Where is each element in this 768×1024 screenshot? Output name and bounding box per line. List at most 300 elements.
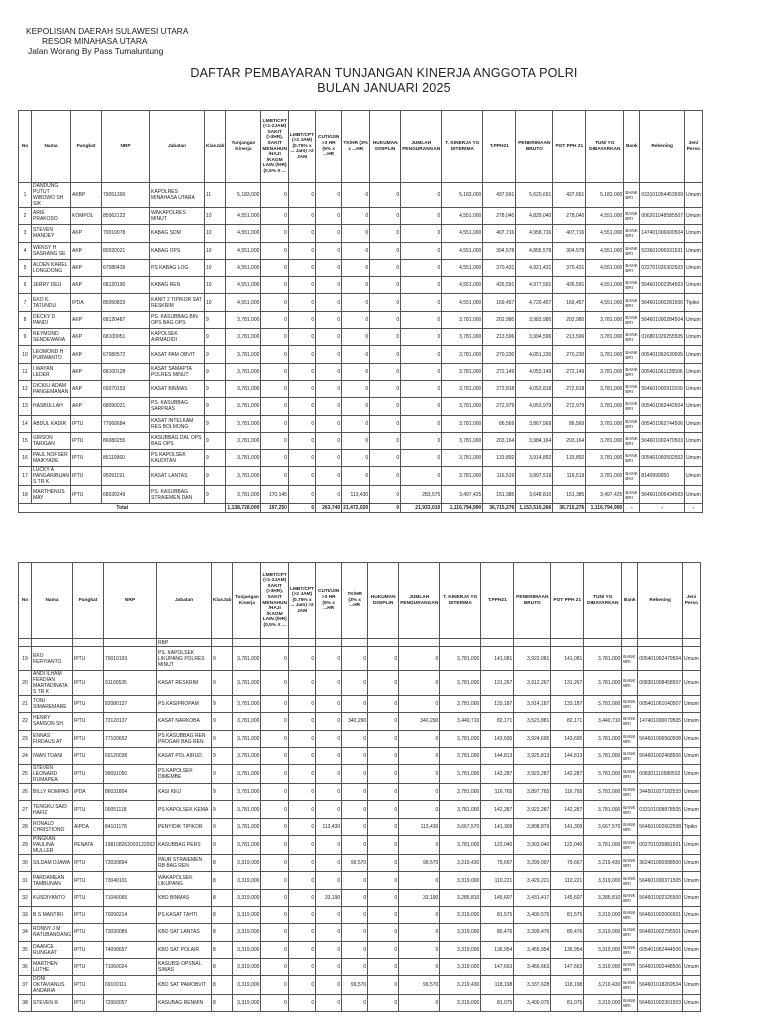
cell-potongan-lmbt-2: 0 <box>288 765 315 784</box>
cell-bank: BANK BRI <box>622 836 638 855</box>
cell-hukuman-disiplin: 0 <box>368 784 399 801</box>
cell-penerimaan-bruto: 3,914,187 <box>514 696 551 713</box>
cell-klasjab: 10 <box>205 242 226 259</box>
cell-potongan-lmbt-1: 0 <box>261 467 289 486</box>
cell-pot-pph21: 136,954 <box>551 941 584 958</box>
cell-jumlah-pengurangan: 0 <box>399 924 440 941</box>
cell-tkinerja-diterima: 3,219,430 <box>440 976 481 995</box>
total-pot-pph21: 36,715,276 <box>553 503 586 512</box>
cell-no: 11 <box>19 363 32 380</box>
cell-penerimaan-bruto: 4,053,979 <box>516 398 553 415</box>
cell-tun-dibayarkan: 3,781,000 <box>586 329 624 346</box>
column-header-potongan-lmbt-2: LMBT/CPT (>2 JAM) (0.75% x ... Jam) >2 JAM <box>288 563 315 639</box>
cell-jabatan: KASUBBAG PERS <box>157 836 212 855</box>
cell-potongan-lmbt-2: 0 <box>288 872 315 889</box>
cell-pot-pph21: 272,818 <box>553 380 586 397</box>
cell-hukuman-disiplin: 0 <box>368 995 399 1012</box>
cell-hukuman-disiplin: 0 <box>370 294 401 311</box>
cell-potongan-cuti: 0 <box>316 329 342 346</box>
cell-nama: DONI OKTAVIANUS ANDARIA <box>32 976 73 995</box>
column-header-potongan-tk: TK/HR (3% x ...HR <box>342 111 370 183</box>
cell-tun-dibayarkan: 3,781,000 <box>584 647 622 671</box>
cell-tpph21: 133,187 <box>481 696 514 713</box>
cell-potongan-cuti: 0 <box>316 713 342 730</box>
total-potongan-cuti: 263,740 <box>316 503 342 512</box>
cell-potongan-cuti: 0 <box>316 872 342 889</box>
cell-potongan-tk: 0 <box>342 208 370 225</box>
cell-pot-pph21: 86,569 <box>553 415 586 432</box>
cell-nrp: 74090657 <box>103 941 156 958</box>
cell-tkinerja-diterima: 3,781,000 <box>440 696 481 713</box>
cell-tunjangan-kinerja: 4,551,000 <box>226 225 261 242</box>
cell-penerimaan-bruto: 4,958,716 <box>516 225 553 242</box>
cell-potongan-tk: 0 <box>342 467 370 486</box>
cell-jumlah-pengurangan: 99,570 <box>399 855 440 872</box>
cell-no: 5 <box>19 259 32 276</box>
cell-jenis-personel: Umum <box>685 432 703 449</box>
cell-hukuman-disiplin <box>368 639 399 647</box>
cell-tpph21: 213,596 <box>483 329 516 346</box>
cell-nama: ANDI ILHAM FERDIAN MARTADINATA S TR K <box>32 671 73 696</box>
cell-potongan-lmbt-2: 0 <box>288 311 315 328</box>
table-row <box>19 259 703 276</box>
table-row <box>19 836 701 855</box>
column-header-jumlah-pengurangan: JUMLAH PENGURANGAN <box>401 111 442 183</box>
cell-jenis-personel: Umum <box>683 958 701 975</box>
cell-pot-pph21: 79,667 <box>551 855 584 872</box>
cell-potongan-lmbt-2 <box>288 639 315 647</box>
cell-jabatan: PAUR STRAIEMEN RB BAG REN <box>157 855 212 872</box>
cell-no: 23 <box>19 730 32 747</box>
cell-pangkat: AKP <box>71 329 102 346</box>
cell-potongan-lmbt-2: 0 <box>288 889 315 906</box>
cell-potongan-lmbt-1: 0 <box>261 889 289 906</box>
cell-potongan-tk: 0 <box>342 671 368 696</box>
cell-tun-dibayarkan: 4,551,000 <box>586 259 624 276</box>
cell-tpph21: 272,979 <box>483 398 516 415</box>
cell-tkinerja-diterima: 3,781,000 <box>442 432 483 449</box>
cell-tun-dibayarkan: 3,781,000 <box>584 730 622 747</box>
cell-potongan-lmbt-1: 170,145 <box>261 486 289 503</box>
cell-jenis-personel: Umum <box>683 906 701 923</box>
column-header-tunjangan-kinerja: Tunjangan Kinerja <box>226 111 261 183</box>
cell-nama: ENNAS FIRDAUS AT <box>32 730 73 747</box>
cell-pot-pph21: 213,596 <box>553 329 586 346</box>
cell-klasjab: 9 <box>212 784 233 801</box>
cell-tkinerja-diterima: 3,781,000 <box>442 398 483 415</box>
cell-potongan-tk: 0 <box>342 906 368 923</box>
cell-jabatan: PS KAPOLSEK KAUDITAN <box>150 450 205 467</box>
cell-jabatan: WAKAPOLSEK LIKUPANG <box>157 872 212 889</box>
column-header-klasjab: KlasJab <box>212 563 233 639</box>
cell-rekening: 564601000371505 <box>638 872 683 889</box>
cell-jenis-personel: Umum <box>683 647 701 671</box>
cell-nama: RONALD CHRISTIONO <box>32 818 73 835</box>
cell-penerimaan-bruto: 4,921,431 <box>516 259 553 276</box>
cell-tunjangan-kinerja: 3,319,000 <box>233 976 261 995</box>
table-row <box>19 730 701 747</box>
cell-tunjangan-kinerja: 3,319,000 <box>233 995 261 1012</box>
cell-klasjab: 9 <box>205 311 226 328</box>
cell-tpph21: 426,591 <box>483 277 516 294</box>
cell-potongan-tk: 0 <box>342 294 370 311</box>
cell-tun-dibayarkan: 4,551,000 <box>586 208 624 225</box>
cell-potongan-tk: 99,570 <box>342 976 368 995</box>
cell-tpph21: 144,813 <box>481 747 514 764</box>
cell-potongan-lmbt-2: 0 <box>288 380 315 397</box>
cell-no: 10 <box>19 346 32 363</box>
cell-rekening: 564601002354503 <box>640 277 685 294</box>
cell-penerimaan-bruto: 3,337,628 <box>514 976 551 995</box>
cell-tunjangan-kinerja: 3,781,000 <box>233 713 261 730</box>
cell-rekening: 564601002795501 <box>638 924 683 941</box>
cell-tkinerja-diterima: 3,497,425 <box>442 486 483 503</box>
cell-tunjangan-kinerja: 3,781,000 <box>226 346 261 363</box>
cell-bank: BANK BRI <box>624 183 640 208</box>
cell-no: 15 <box>19 432 32 449</box>
cell-nama: HASBULLAH <box>32 398 71 415</box>
cell-potongan-tk: 340,290 <box>342 713 368 730</box>
cell-jabatan: PS KASUBBAG REN PROGAR BAG REN <box>157 730 212 747</box>
cell-nrp: 77100652 <box>103 730 156 747</box>
cell-jumlah-pengurangan: 0 <box>401 467 442 486</box>
cell-nrp <box>103 639 156 647</box>
cell-tpph21: 141,081 <box>481 647 514 671</box>
cell-potongan-lmbt-1: 0 <box>261 784 289 801</box>
cell-tunjangan-kinerja: 4,551,000 <box>226 242 261 259</box>
column-header-penerimaan-bruto: PENERIMAAN BRUTO <box>516 111 553 183</box>
cell-no: 19 <box>19 647 32 671</box>
table-row <box>19 415 703 432</box>
cell-jumlah-pengurangan: 0 <box>401 208 442 225</box>
cell-jenis-personel: Umum <box>685 183 703 208</box>
cell-potongan-tk: 0 <box>342 765 368 784</box>
cell-pangkat: IPTU <box>72 995 103 1012</box>
cell-no: 9 <box>19 329 32 346</box>
cell-bank: BANK BRI <box>624 486 640 503</box>
cell-potongan-cuti: 0 <box>316 784 342 801</box>
cell-hukuman-disiplin: 0 <box>368 730 399 747</box>
cell-jumlah-pengurangan: 0 <box>401 329 442 346</box>
cell-jabatan: KABAG REN <box>150 277 205 294</box>
cell-bank: BANK BRI <box>624 380 640 397</box>
document-title: DAFTAR PEMBAYARAN TUNJANGAN KINERJA ANGGOTA POLRI <box>190 66 578 80</box>
cell-tkinerja-diterima: 4,551,000 <box>442 294 483 311</box>
cell-potongan-lmbt-2: 0 <box>288 398 315 415</box>
cell-no: 12 <box>19 380 32 397</box>
cell-potongan-lmbt-2: 0 <box>288 836 315 855</box>
cell-jabatan: KBO SAT POLAIR <box>157 941 212 958</box>
cell-penerimaan-bruto: 3,984,164 <box>516 432 553 449</box>
cell-pangkat: IPTU <box>72 730 103 747</box>
cell-jenis-personel: Umum <box>685 415 703 432</box>
cell-nrp: 68090021 <box>102 398 150 415</box>
cell-tkinerja-diterima: 4,551,000 <box>442 277 483 294</box>
cell-pangkat: AKP <box>71 398 102 415</box>
document-subtitle: BULAN JANUARI 2025 <box>317 81 451 95</box>
cell-jumlah-pengurangan: 0 <box>399 696 440 713</box>
cell-klasjab: 8 <box>212 958 233 975</box>
table-row <box>19 995 701 1012</box>
cell-penerimaan-bruto: 4,977,591 <box>516 277 553 294</box>
total-potongan-lmbt-1: 197,250 <box>261 503 289 512</box>
cell-potongan-cuti: 0 <box>316 855 342 872</box>
cell-tunjangan-kinerja: 3,781,000 <box>226 329 261 346</box>
cell-tkinerja-diterima: 3,319,000 <box>440 995 481 1012</box>
cell-tun-dibayarkan: 3,319,000 <box>584 958 622 975</box>
cell-potongan-tk <box>342 639 368 647</box>
payroll-table-2 <box>18 562 701 1012</box>
cell-tkinerja-diterima: 3,781,000 <box>440 671 481 696</box>
cell-bank: BANK BRI <box>624 363 640 380</box>
cell-potongan-lmbt-1: 0 <box>261 906 289 923</box>
cell-potongan-lmbt-1: 0 <box>261 995 289 1012</box>
column-header-potongan-cuti: CUTI/IJIN >3 HR (5% x ...HR <box>316 563 342 639</box>
cell-bank: BANK BRI <box>622 941 638 958</box>
cell-jenis-personel: Umum <box>683 889 701 906</box>
cell-potongan-lmbt-2: 0 <box>288 183 315 208</box>
cell-potongan-lmbt-2: 0 <box>288 924 315 941</box>
cell-bank: BANK BRI <box>624 294 640 311</box>
cell-klasjab: 9 <box>205 380 226 397</box>
cell-nrp: 68120190 <box>102 277 150 294</box>
table-row <box>19 277 703 294</box>
cell-bank: BANK BRI <box>622 958 638 975</box>
total-tunjangan-kinerja: 1,138,728,000 <box>227 504 260 511</box>
cell-no: 32 <box>19 889 32 906</box>
cell-hukuman-disiplin: 0 <box>368 924 399 941</box>
cell-rekening: 033101008878505 <box>638 801 683 818</box>
table-row <box>19 432 703 449</box>
cell-potongan-lmbt-2: 0 <box>288 906 315 923</box>
table-row <box>19 398 703 415</box>
cell-potongan-lmbt-1: 0 <box>261 259 289 276</box>
cell-jumlah-pengurangan: 0 <box>401 380 442 397</box>
cell-no: 4 <box>19 242 32 259</box>
cell-potongan-cuti: 0 <box>316 277 342 294</box>
table-row <box>19 958 701 975</box>
cell-tkinerja-diterima: 3,781,000 <box>440 836 481 855</box>
org-line-2: RESOR MINAHASA UTARA <box>42 36 148 46</box>
cell-nama: SILDAM DJAWA <box>32 855 73 872</box>
cell-potongan-lmbt-2: 0 <box>288 995 315 1012</box>
cell-hukuman-disiplin: 0 <box>370 432 401 449</box>
cell-pot-pph21: 110,221 <box>551 872 584 889</box>
cell-potongan-lmbt-2: 0 <box>288 329 315 346</box>
cell-potongan-cuti: 33,190 <box>316 889 342 906</box>
cell-pangkat: AKP <box>71 311 102 328</box>
cell-no: 18 <box>19 486 32 503</box>
cell-pangkat: IPTU <box>72 941 103 958</box>
cell-nama: PAUL NOFSER MAIKYADE <box>32 450 71 467</box>
cell-rekening: 564601000284504 <box>640 311 685 328</box>
cell-penerimaan-bruto: 3,914,892 <box>516 450 553 467</box>
cell-tpph21: 203,164 <box>483 432 516 449</box>
cell-potongan-cuti: 0 <box>316 242 342 259</box>
cell-potongan-tk: 0 <box>342 995 368 1012</box>
cell-hukuman-disiplin: 0 <box>370 398 401 415</box>
cell-tpph21: 79,667 <box>481 855 514 872</box>
cell-rekening: 147401000079505 <box>638 713 683 730</box>
cell-jabatan: KASUBSI OPSNAL SIWAS <box>157 958 212 975</box>
cell-nama: B S MANTIRI <box>32 906 73 923</box>
total-tun-dibayarkan: 1,116,794,990 <box>586 503 624 512</box>
cell-tkinerja-diterima: 3,319,000 <box>440 958 481 975</box>
cell-nama: PARDAMEAN TAMBUNAN <box>32 872 73 889</box>
cell-penerimaan-bruto: 4,053,818 <box>516 380 553 397</box>
cell-hukuman-disiplin: 0 <box>370 450 401 467</box>
cell-jenis-personel: Umum <box>683 730 701 747</box>
cell-tunjangan-kinerja: 3,781,000 <box>226 450 261 467</box>
cell-nrp: 68030249 <box>102 486 150 503</box>
cell-bank: BANK BRI <box>622 647 638 671</box>
cell-jabatan: KAPOLRES MINAHASA UTARA <box>150 183 205 208</box>
cell-jabatan: KBO SAT LANTAS <box>157 924 212 941</box>
cell-rekening: 564601002602508 <box>638 818 683 835</box>
cell-hukuman-disiplin: 0 <box>368 765 399 784</box>
cell-jabatan: PS KAPOLSEK KEMA <box>157 801 212 818</box>
cell-klasjab: 9 <box>212 818 233 835</box>
cell-potongan-tk: 0 <box>342 450 370 467</box>
cell-potongan-tk: 0 <box>342 958 368 975</box>
cell-jumlah-pengurangan: 0 <box>399 801 440 818</box>
cell-potongan-cuti: 0 <box>316 380 342 397</box>
cell-potongan-tk: 0 <box>342 380 370 397</box>
table-row <box>19 855 701 872</box>
cell-penerimaan-bruto: 3,400,575 <box>514 906 551 923</box>
cell-tpph21: 81,575 <box>481 906 514 923</box>
cell-potongan-cuti: 0 <box>316 836 342 855</box>
cell-potongan-tk: 0 <box>342 432 370 449</box>
cell-hukuman-disiplin: 0 <box>368 671 399 696</box>
cell-penerimaan-bruto: 3,455,954 <box>514 941 551 958</box>
column-header-jabatan: Jabatan <box>157 563 212 639</box>
cell-no: 21 <box>19 696 32 713</box>
cell-potongan-lmbt-2: 0 <box>288 958 315 975</box>
table-row <box>19 183 703 208</box>
cell-hukuman-disiplin: 0 <box>370 329 401 346</box>
cell-pot-pph21: 118,198 <box>551 976 584 995</box>
cell-nrp: 86080255 <box>102 432 150 449</box>
table-row <box>19 924 701 941</box>
cell-pot-pph21: 143,695 <box>551 730 584 747</box>
cell-tun-dibayarkan: 3,319,000 <box>584 941 622 958</box>
cell-nama: ABDUL KADIR <box>32 415 71 432</box>
cell-tpph21: 142,287 <box>481 801 514 818</box>
cell-nama: HENRY SAMSON SH <box>32 713 73 730</box>
cell-hukuman-disiplin: 0 <box>370 259 401 276</box>
cell-potongan-lmbt-1: 0 <box>261 958 289 975</box>
cell-hukuman-disiplin: 0 <box>370 311 401 328</box>
cell-penerimaan-bruto: 4,855,578 <box>516 242 553 259</box>
cell-jumlah-pengurangan: 0 <box>401 259 442 276</box>
cell-klasjab: 9 <box>205 486 226 503</box>
cell-jumlah-pengurangan: 0 <box>399 836 440 855</box>
cell-tunjangan-kinerja: 3,781,000 <box>226 432 261 449</box>
cell-potongan-cuti: 0 <box>316 432 342 449</box>
cell-klasjab: 8 <box>212 941 233 958</box>
cell-jenis-personel: Umum <box>685 346 703 363</box>
cell-hukuman-disiplin: 0 <box>370 208 401 225</box>
cell-jabatan: KASUBBAG DAL OPS BAG OPS <box>150 432 205 449</box>
cell-pangkat: IPDA <box>71 294 102 311</box>
cell-nrp: 86031804 <box>103 784 156 801</box>
cell-potongan-lmbt-2: 0 <box>288 346 315 363</box>
table-row <box>19 450 703 467</box>
cell-nama: DANDUNG PUTUT WIBOWO SH SIK <box>32 183 71 208</box>
cell-tpph21: 131,267 <box>481 671 514 696</box>
cell-nama: STEVEN LEONARD RUMAPEA <box>32 765 73 784</box>
column-header-potongan-cuti: CUTI/IJIN >3 HR (5% x ...HR <box>316 111 342 183</box>
cell-potongan-cuti: 0 <box>316 415 342 432</box>
cell-pot-pph21: 370,431 <box>553 259 586 276</box>
cell-tpph21: 278,040 <box>483 208 516 225</box>
cell-tkinerja-diterima: 3,781,000 <box>440 730 481 747</box>
cell-potongan-lmbt-2: 0 <box>288 259 315 276</box>
cell-nama: IWAN TOANI <box>32 747 73 764</box>
cell-rekening: 147401006600504 <box>640 225 685 242</box>
cell-tunjangan-kinerja: 3,319,000 <box>233 872 261 889</box>
cell-pot-pph21: 426,591 <box>553 277 586 294</box>
cell-potongan-lmbt-1: 0 <box>261 294 289 311</box>
table-row <box>19 346 703 363</box>
cell-rekening: 005401061135506 <box>640 363 685 380</box>
cell-tpph21: 143,695 <box>481 730 514 747</box>
cell-tun-dibayarkan: 3,440,710 <box>584 713 622 730</box>
cell-potongan-lmbt-1: 0 <box>261 346 289 363</box>
organization-header <box>26 26 188 56</box>
cell-pangkat: IPTU <box>71 486 102 503</box>
total-penerimaan-bruto: 1,153,510,266 <box>516 503 553 512</box>
cell-nrp: 68100128 <box>102 363 150 380</box>
cell-tpph21: 270,230 <box>483 346 516 363</box>
cell-potongan-lmbt-2: 0 <box>288 818 315 835</box>
cell-hukuman-disiplin: 0 <box>370 277 401 294</box>
cell-tunjangan-kinerja: 3,781,000 <box>226 363 261 380</box>
cell-bank: BANK BRI <box>622 872 638 889</box>
cell-pangkat: IPTU <box>72 696 103 713</box>
cell-no <box>19 639 32 647</box>
cell-tunjangan-kinerja: 3,781,000 <box>233 801 261 818</box>
org-line-3: Jalan Worang By Pass Tumaluntung <box>28 46 164 56</box>
cell-hukuman-disiplin: 0 <box>370 467 401 486</box>
cell-potongan-lmbt-1: 0 <box>261 242 289 259</box>
cell-potongan-lmbt-1: 0 <box>261 941 289 958</box>
cell-tun-dibayarkan: 3,219,430 <box>584 976 622 995</box>
column-header-tunjangan-kinerja: Tunjangan Kinerja <box>233 563 261 639</box>
cell-potongan-cuti: 0 <box>316 924 342 941</box>
cell-no: 8 <box>19 311 32 328</box>
cell-jenis-personel: Umum <box>685 225 703 242</box>
cell-no: 37 <box>19 976 32 995</box>
cell-rekening: 016801029255505 <box>640 329 685 346</box>
cell-hukuman-disiplin: 0 <box>370 486 401 503</box>
cell-pot-pph21: 304,578 <box>553 242 586 259</box>
cell-tkinerja-diterima: 3,781,000 <box>440 765 481 784</box>
total-tpph21: 36,715,276 <box>483 503 516 512</box>
cell-no: 16 <box>19 450 32 467</box>
column-header-pot-pph21: POT PPH 21 <box>551 563 584 639</box>
cell-jenis-personel: Tipiko <box>685 294 703 311</box>
cell-tpph21: 145,607 <box>481 889 514 906</box>
cell-jabatan: KABAG SDM <box>150 225 205 242</box>
cell-tkinerja-diterima: 4,551,000 <box>442 208 483 225</box>
cell-jabatan: PS KASAT TAHTI <box>157 906 212 923</box>
cell-no: 1 <box>19 183 32 208</box>
cell-potongan-cuti: 0 <box>316 906 342 923</box>
cell-bank: BANK BRI <box>624 450 640 467</box>
cell-tkinerja-diterima: 3,781,000 <box>442 363 483 380</box>
